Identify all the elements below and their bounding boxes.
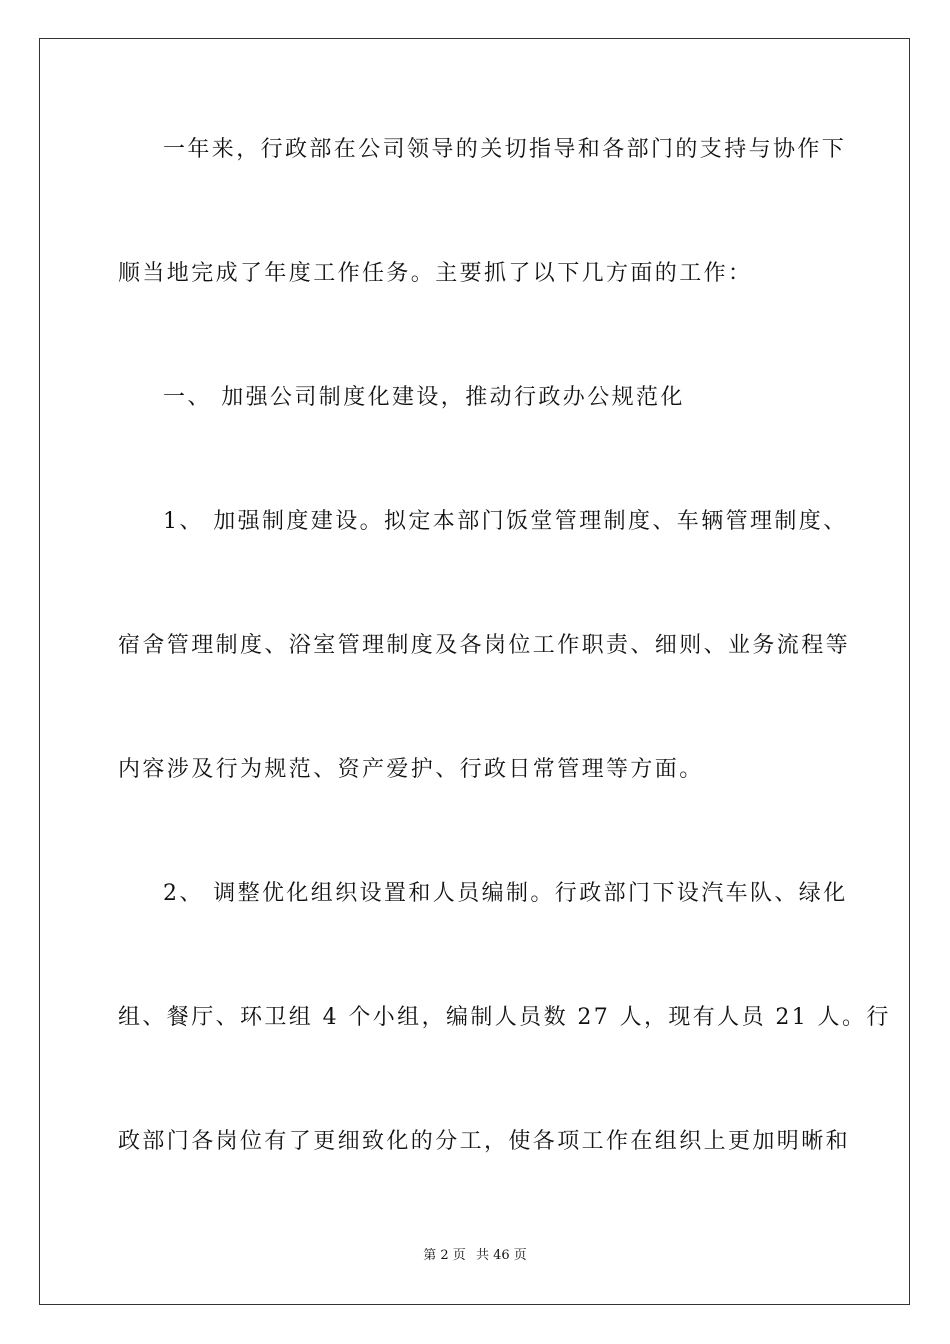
item-1-line-1: 1、 加强制度建设。拟定本部门饭堂管理制度、车辆管理制度、 <box>163 509 848 534</box>
section-heading-1: 一、 加强公司制度化建设，推动行政办公规范化 <box>163 385 685 410</box>
page-total: 共 46 页 <box>475 1248 527 1263</box>
page-frame <box>39 38 910 1305</box>
item-2-line-2: 组、餐厅、环卫组 4 个小组，编制人员数 27 人，现有人员 21 人。行 <box>118 1005 891 1030</box>
page-number: 第 2 页 <box>423 1248 466 1263</box>
paragraph-intro-line-1: 一年来，行政部在公司领导的关切指导和各部门的支持与协作下 <box>163 137 847 162</box>
item-2-line-1: 2、 调整优化组织设置和人员编制。行政部门下设汽车队、绿化 <box>163 881 848 906</box>
page-footer <box>0 1247 950 1265</box>
paragraph-intro-line-2: 顺当地完成了年度工作任务。主要抓了以下几方面的工作： <box>118 261 753 286</box>
item-2-line-3: 政部门各岗位有了更细致化的分工，使各项工作在组织上更加明晰和 <box>118 1129 851 1154</box>
item-1-line-3: 内容涉及行为规范、资产爱护、行政日常管理等方面。 <box>118 757 704 782</box>
item-1-line-2: 宿舍管理制度、浴室管理制度及各岗位工作职责、细则、业务流程等 <box>118 633 851 658</box>
